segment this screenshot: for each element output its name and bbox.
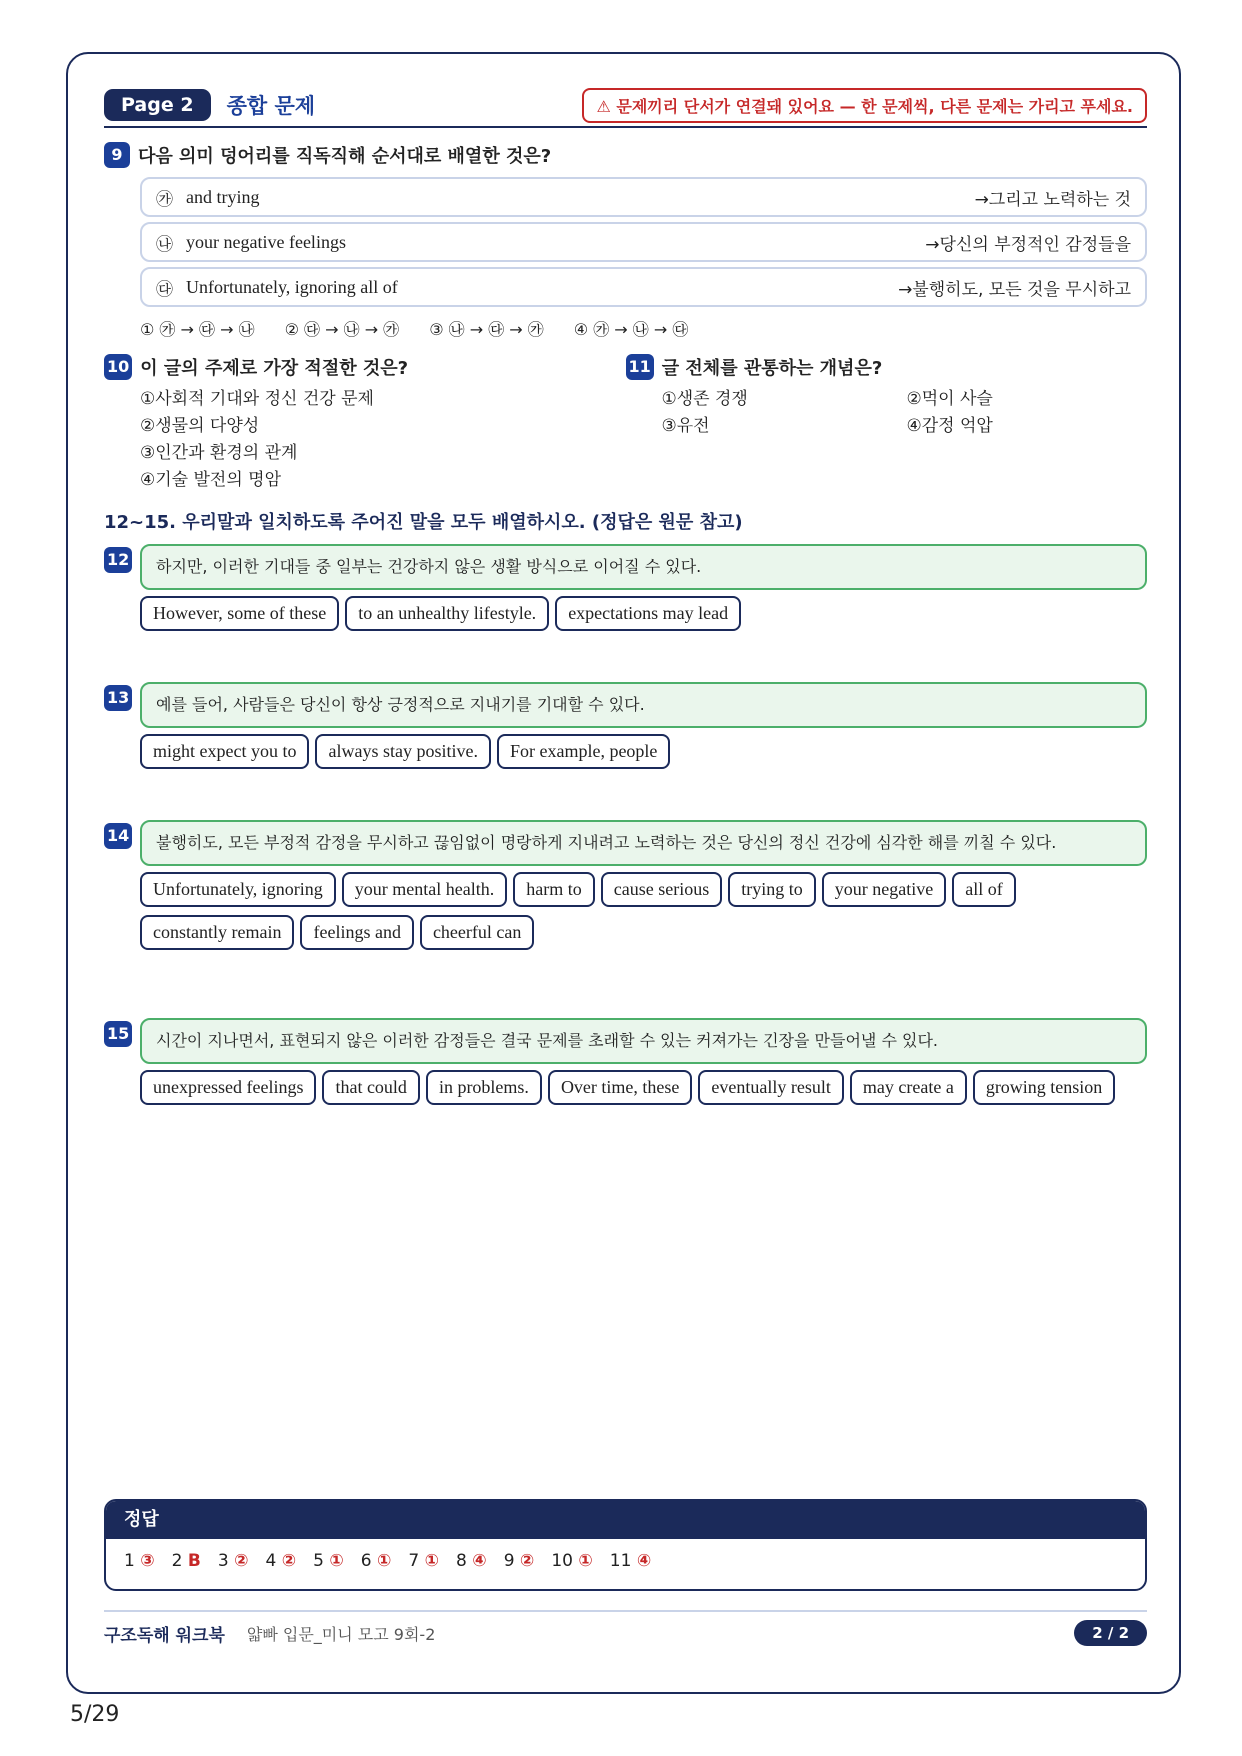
chunk-mark: ㉮ xyxy=(156,189,173,210)
section-title: 12~15. 우리말과 일치하도록 주어진 말을 모두 배열하시오. (정답은 원문 참고) xyxy=(104,512,743,533)
warning-badge: ⚠ 문제끼리 단서가 연결돼 있어요 — 한 문제씩, 다른 문제는 가리고 푸세요. xyxy=(582,88,1147,123)
korean-sentence: 불행히도, 모든 부정적 감정을 무시하고 끊임없이 명랑하게 지내려고 노력하는 것은 당신의 정신 건강에 심각한 해를 끼칠 수 있다. xyxy=(140,820,1147,866)
footer-subtitle: 얇빠 입문_미니 모고 9회-2 xyxy=(246,1624,436,1644)
question-12 xyxy=(104,544,1147,672)
chunk-item xyxy=(140,222,1147,262)
option-3[interactable]: ③유전 xyxy=(661,416,710,436)
word-tiles xyxy=(140,1070,1147,1105)
word-tile[interactable]: For example, people xyxy=(497,734,670,769)
question-number: 10 xyxy=(104,354,132,380)
word-tile[interactable]: in problems. xyxy=(426,1070,542,1105)
word-tile[interactable]: to an unhealthy lifestyle. xyxy=(345,596,549,631)
answer-choices xyxy=(140,317,1147,340)
question-number: 14 xyxy=(104,823,132,849)
answer-entry: 3 ② xyxy=(217,1551,249,1571)
question-9 xyxy=(104,142,1147,340)
question-number: 15 xyxy=(104,1021,132,1047)
word-tile[interactable]: Over time, these xyxy=(548,1070,692,1105)
word-tile[interactable]: that could xyxy=(322,1070,419,1105)
option-list xyxy=(140,386,626,494)
footer-page-number: 2 / 2 xyxy=(1074,1620,1147,1646)
word-tile[interactable]: always stay positive. xyxy=(315,734,490,769)
question-15 xyxy=(104,1018,1147,1105)
word-tile[interactable]: cheerful can xyxy=(420,915,534,950)
word-tile[interactable]: trying to xyxy=(728,872,816,907)
word-tiles xyxy=(140,872,1147,950)
word-tile[interactable]: might expect you to xyxy=(140,734,309,769)
chunk-mark: ㉯ xyxy=(156,234,173,255)
chunk-korean: →불행히도, 모든 것을 무시하고 xyxy=(898,279,1131,300)
word-tile[interactable]: constantly remain xyxy=(140,915,294,950)
korean-sentence: 하지만, 이러한 기대들 중 일부는 건강하지 않은 생활 방식으로 이어질 수 있다. xyxy=(140,544,1147,590)
question-number: 12 xyxy=(104,547,132,573)
option-3[interactable]: ③인간과 환경의 관계 xyxy=(140,443,298,463)
answer-entry: 6 ① xyxy=(360,1551,392,1571)
choice-3[interactable]: ③ ㉯ → ㉰ → ㉮ xyxy=(429,320,544,339)
word-tile[interactable]: unexpressed feelings xyxy=(140,1070,316,1105)
word-tile[interactable]: may create a xyxy=(850,1070,967,1105)
option-list xyxy=(662,386,1148,440)
word-tile[interactable]: your mental health. xyxy=(342,872,507,907)
question-text: 글 전체를 관통하는 개념은? xyxy=(661,358,883,379)
chunk-english: your negative feelings xyxy=(186,231,346,252)
chunk-mark: ㉰ xyxy=(156,279,173,300)
option-4[interactable]: ④기술 발전의 명암 xyxy=(140,470,282,490)
page-counter: 5/29 xyxy=(70,1702,120,1727)
worksheet-page xyxy=(66,52,1181,1694)
answer-entry: 2 B xyxy=(171,1551,201,1571)
option-2[interactable]: ②생물의 다양성 xyxy=(140,416,260,436)
word-tile[interactable]: your negative xyxy=(822,872,946,907)
answer-entry: 7 ① xyxy=(408,1551,440,1571)
question-text: 이 글의 주제로 가장 적절한 것은? xyxy=(140,358,409,379)
answer-entry: 11 ④ xyxy=(609,1551,652,1571)
footer-brand: 구조독해 워크북 xyxy=(104,1625,225,1646)
word-tile[interactable]: eventually result xyxy=(698,1070,843,1105)
answer-entry: 1 ③ xyxy=(124,1551,155,1571)
word-tile[interactable]: However, some of these xyxy=(140,596,339,631)
chunk-item xyxy=(140,267,1147,307)
question-number: 13 xyxy=(104,685,132,711)
option-4[interactable]: ④감정 억압 xyxy=(906,416,993,436)
answer-key-list xyxy=(106,1539,1145,1583)
question-11 xyxy=(626,354,1148,494)
answer-entry: 4 ② xyxy=(265,1551,297,1571)
option-1[interactable]: ①사회적 기대와 정신 건강 문제 xyxy=(140,389,374,409)
word-tile[interactable]: all of xyxy=(952,872,1016,907)
option-2[interactable]: ②먹이 사슬 xyxy=(906,389,993,409)
page-header xyxy=(104,90,1147,128)
question-number: 9 xyxy=(104,142,130,168)
choice-4[interactable]: ④ ㉮ → ㉯ → ㉰ xyxy=(573,320,689,339)
word-tile[interactable]: expectations may lead xyxy=(555,596,741,631)
page-label: Page 2 xyxy=(104,89,211,121)
chunk-english: and trying xyxy=(186,186,260,207)
answer-entry: 10 ① xyxy=(551,1551,593,1571)
word-tile[interactable]: Unfortunately, ignoring xyxy=(140,872,336,907)
choice-2[interactable]: ② ㉰ → ㉯ → ㉮ xyxy=(284,320,400,339)
option-1[interactable]: ①생존 경쟁 xyxy=(661,389,748,409)
korean-sentence: 시간이 지나면서, 표현되지 않은 이러한 감정들은 결국 문제를 초래할 수 있는 커져가는 긴장을 만들어낼 수 있다. xyxy=(140,1018,1147,1064)
question-text: 다음 의미 덩어리를 직독직해 순서대로 배열한 것은? xyxy=(138,146,552,167)
page-title: 종합 문제 xyxy=(226,94,316,118)
choice-1[interactable]: ① ㉮ → ㉰ → ㉯ xyxy=(140,320,255,339)
word-tile[interactable]: harm to xyxy=(513,872,595,907)
korean-sentence: 예를 들어, 사람들은 당신이 항상 긍정적으로 지내기를 기대할 수 있다. xyxy=(140,682,1147,728)
question-number: 11 xyxy=(626,354,654,380)
page-footer xyxy=(104,1610,1147,1650)
chunk-list xyxy=(140,177,1147,307)
word-tile[interactable]: growing tension xyxy=(973,1070,1116,1105)
word-tile[interactable]: feelings and xyxy=(300,915,413,950)
answer-entry: 5 ① xyxy=(313,1551,344,1571)
chunk-english: Unfortunately, ignoring all of xyxy=(186,276,398,297)
chunk-item xyxy=(140,177,1147,217)
word-tiles xyxy=(140,734,1147,769)
chunk-korean: →그리고 노력하는 것 xyxy=(974,189,1131,210)
answer-key-title: 정답 xyxy=(106,1501,1145,1539)
answer-entry: 8 ④ xyxy=(456,1551,487,1571)
answer-entry: 9 ② xyxy=(503,1551,535,1571)
answer-key xyxy=(104,1499,1147,1591)
question-14 xyxy=(104,820,1147,1008)
chunk-korean: →당신의 부정적인 감정들을 xyxy=(925,234,1131,255)
word-tile[interactable]: cause serious xyxy=(601,872,722,907)
question-10 xyxy=(104,354,626,494)
question-13 xyxy=(104,682,1147,810)
word-tiles xyxy=(140,596,1147,631)
